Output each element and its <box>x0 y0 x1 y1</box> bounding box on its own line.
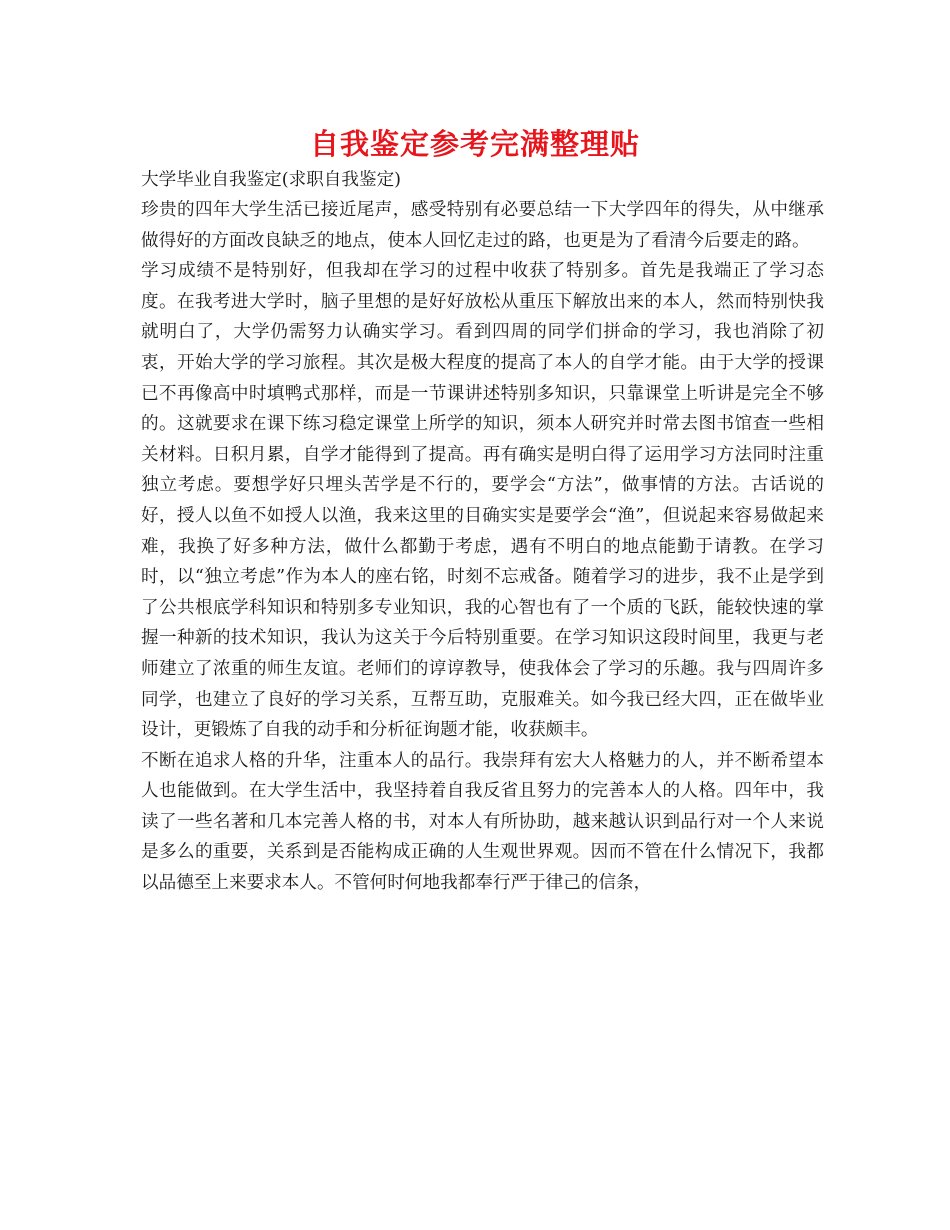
paragraph-intro: 珍贵的四年大学生活已接近尾声，感受特别有必要总结一下大学四年的得失，从中继承做得好的方面改良缺乏的地点，使本人回忆走过的路，也更是为了看清今后要走的路。 <box>141 200 824 251</box>
paragraph-study: 学习成绩不是特别好，但我却在学习的过程中收获了特别多。首先是我端正了学习态度。在我考进大学时，脑子里想的是好好放松从重压下解放出来的本人，然而特别快我就明白了，大学仍需努力认确实学习。看到四周的同学们拼命的学习，我也消除了初衷，开始大学的学习旅程。其次是极大程度的提高了本人的自学才能。由于大学的授课已不再像高中时填鸭式那样，而是一节课讲述特别多知识，只靠课堂上听讲是完全不够的。这就要求在课下练习稳定课堂上所学的知识，须本人研究并时常去图书馆查一些相关材料。日积月累，自学才能得到了提高。再有确实是明白得了运用学习方法同时注重独立考虑。要想学好只埋头苦学是不行的，要学会“方法”，做事情的方法。古话说的好，授人以鱼不如授人以渔，我来这里的目确实实是要学会“渔”，但说起来容易做起来难，我换了好多种方法，做什么都勤于考虑，遇有不明白的地点能勤于请教。在学习时，以“独立考虑”作为本人的座右铭，时刻不忘戒备。随着学习的进步，我不止是学到了公共根底学科知识和特别多专业知识，我的心智也有了一个质的飞跃，能较快速的掌握一种新的技术知识，我认为这关于今后特别重要。在学习知识这段时间里，我更与老师建立了浓重的师生友谊。老师们的谆谆教导，使我体会了学习的乐趣。我与四周许多同学，也建立了良好的学习关系，互帮互助，克服难关。如今我已经大四，正在做毕业设计，更锻炼了自我的动手和分析征询题才能，收获颇丰。 <box>141 261 824 741</box>
document-body <box>141 168 824 899</box>
document-title: 自我鉴定参考完满整理贴 <box>309 127 640 161</box>
paragraph-character: 不断在追求人格的升华，注重本人的品行。我崇拜有宏大人格魅力的人，并不断希望本人也能做到。在大学生活中，我坚持着自我反省且努力的完善本人的人格。四年中，我读了一些名著和几本完善人格的书，对本人有所协助，越来越认识到品行对一个人来说是多么的重要，关系到是否能构成正确的人生观世界观。因而不管在什么情况下，我都以品德至上来要求本人。不管何时何地我都奉行严于律己的信条， <box>141 750 824 894</box>
document-subtitle: 大学毕业自我鉴定(求职自我鉴定) <box>141 170 402 190</box>
